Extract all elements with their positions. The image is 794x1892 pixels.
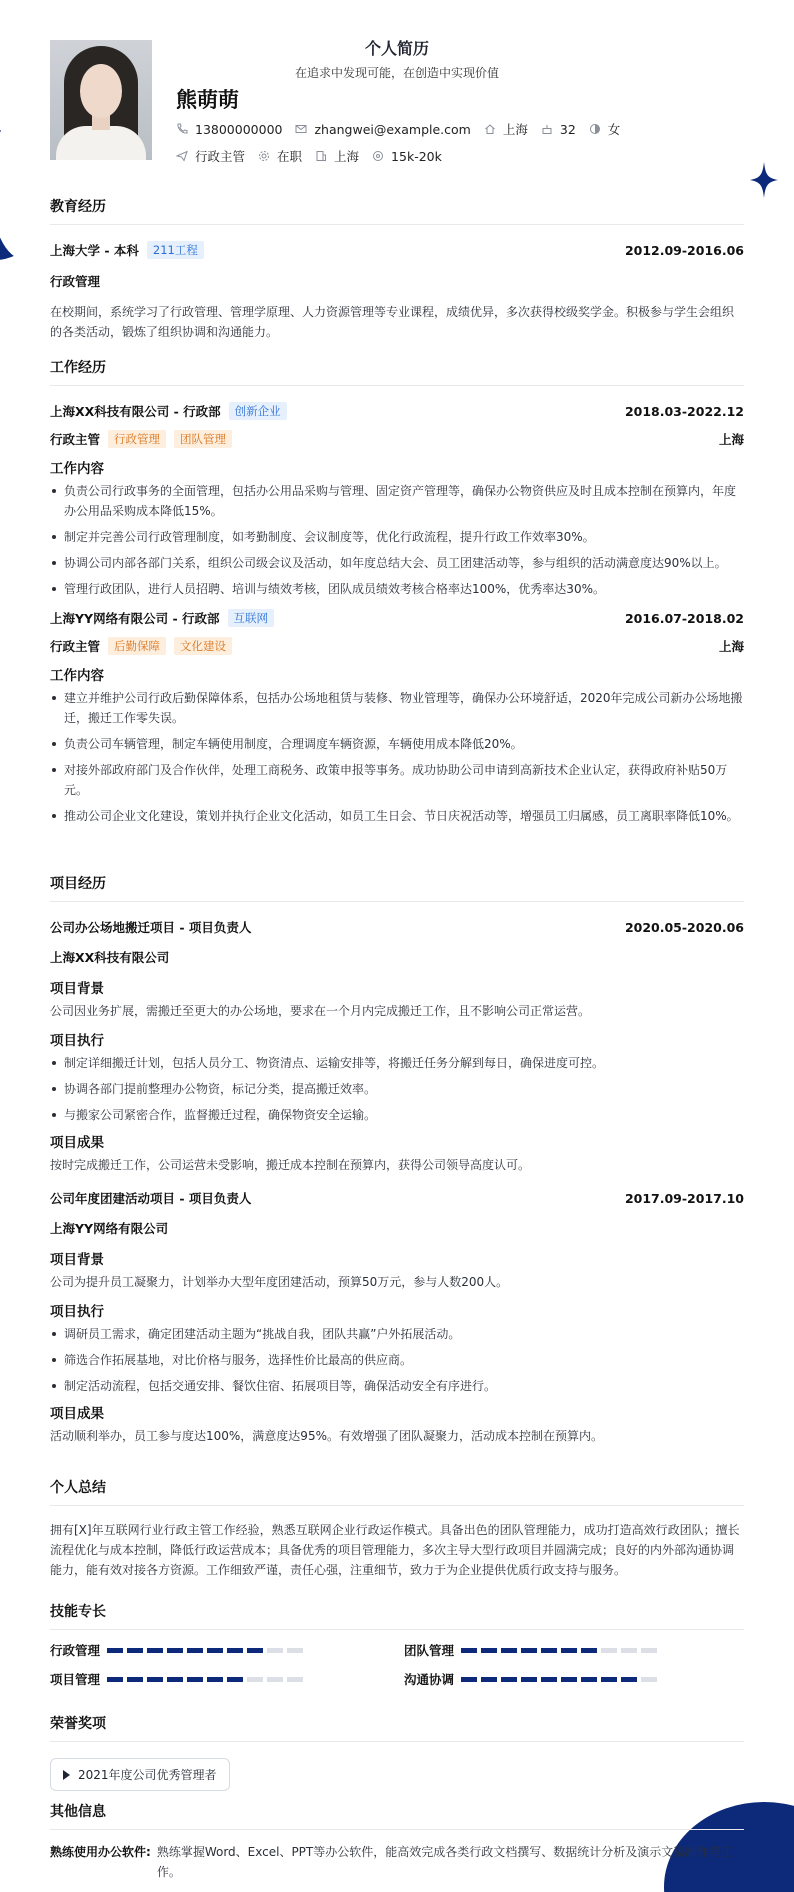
skill-segment-filled [481, 1677, 497, 1682]
projects-section [50, 873, 744, 1446]
background-title: 项目背景 [50, 981, 104, 997]
execution-title: 项目执行 [50, 1304, 104, 1320]
section-title: 技能专长 [50, 1601, 744, 1630]
skill-segment-empty [641, 1648, 657, 1653]
send-icon [176, 150, 188, 162]
work-city: 上海 [718, 432, 744, 447]
list-item: 建立并维护公司行政后勤保障体系，包括办公场地租赁与装修、物业管理等，确保办公环境舒适，2020年完成公司新办公场地搬迁，搬迁工作零失误。 [50, 688, 744, 728]
skill-segment-filled [127, 1677, 143, 1682]
background-title: 项目背景 [50, 1252, 104, 1268]
skill-segment-filled [207, 1677, 223, 1682]
summary-section [50, 1477, 744, 1580]
skill-segment-filled [501, 1648, 517, 1653]
awards-section [50, 1713, 744, 1791]
list-item: 制定详细搬迁计划，包括人员分工、物资清点、运输安排等，将搬迁任务分解到每日，确保进度可控。 [50, 1053, 744, 1073]
list-item: 负责公司行政事务的全面管理，包括办公用品采购与管理、固定资产管理等，确保办公物资供应及时且成本控制在预算内，年度办公用品采购成本降低15%。 [50, 481, 744, 521]
mail-icon [295, 123, 307, 135]
skill-segment-filled [167, 1677, 183, 1682]
education-description: 在校期间，系统学习了行政管理、管理学原理、人力资源管理等专业课程，成绩优异，多次获得校级奖学金。积极参与学生会组织的各类活动，锻炼了组织协调和沟通能力。 [50, 305, 735, 339]
skill-name: 沟通协调 [404, 1672, 455, 1687]
result-text: 按时完成搬迁工作，公司运营未受影响，搬迁成本控制在预算内，获得公司领导高度认可。 [50, 1158, 531, 1172]
work-section [50, 357, 744, 832]
background-text: 公司为提升员工凝聚力，计划举办大型年度团建活动，预算50万元，参与人数200人。 [50, 1275, 509, 1289]
skill-segment-filled [107, 1677, 123, 1682]
skill-segment-empty [267, 1677, 283, 1682]
content-title: 工作内容 [50, 461, 104, 477]
skill-item [50, 1670, 307, 1688]
content-title: 工作内容 [50, 668, 104, 684]
skill-segment-filled [147, 1648, 163, 1653]
skill-name: 项目管理 [50, 1672, 101, 1687]
project-company: 上海XX科技有限公司 [50, 950, 170, 965]
document-subtitle: 在追求中发现可能，在创造中实现价值 [294, 66, 499, 80]
company-tag: 创新企业 [229, 402, 287, 420]
skill-segment-empty [267, 1648, 283, 1653]
skill-tag: 后勤保障 [108, 637, 166, 655]
list-item: 对接外部政府部门及合作伙伴，处理工商税务、政策申报等事务。成功协助公司申请到高新技术企业认定，获得政府补贴50万元。 [50, 760, 744, 800]
skill-segment-filled [207, 1648, 223, 1653]
section-title: 项目经历 [50, 873, 744, 902]
play-triangle-icon [63, 1770, 70, 1780]
age-info [541, 122, 576, 137]
section-title: 个人总结 [50, 1477, 744, 1506]
building-icon [315, 150, 327, 162]
skill-segment-filled [601, 1677, 617, 1682]
company-name [50, 609, 274, 627]
skill-name: 团队管理 [404, 1643, 455, 1658]
other-label: 熟练使用办公软件: [50, 1845, 151, 1859]
skill-segment-empty [247, 1677, 263, 1682]
cake-icon [541, 123, 553, 135]
school-label: 上海大学 - 本科 [50, 243, 139, 258]
position-label: 行政主管 [50, 432, 101, 447]
award-label: 2021年度公司优秀管理者 [78, 1768, 217, 1782]
work-date: 2018.03-2022.12 [624, 403, 744, 419]
section-title: 教育经历 [50, 196, 744, 225]
skill-tag: 行政管理 [108, 430, 166, 448]
skill-segment-filled [481, 1648, 497, 1653]
skill-segment-filled [227, 1648, 243, 1653]
list-item: 负责公司车辆管理，制定车辆使用制度，合理调度车辆资源，车辆使用成本降低20%。 [50, 734, 744, 754]
skill-segment-filled [561, 1677, 577, 1682]
work-date: 2016.07-2018.02 [624, 610, 744, 626]
skill-segment-filled [541, 1648, 557, 1653]
gender-value: 女 [607, 122, 621, 137]
skill-segment-filled [581, 1677, 597, 1682]
project-name: 公司办公场地搬迁项目 - 项目负责人 [50, 920, 252, 935]
summary-text: 拥有[X]年互联网行业行政主管工作经验，熟悉互联网企业行政运作模式。具备出色的团队管理能力，成功打造高效行政团队；擅长流程优化与成本控制，降低行政运营成本；具备优秀的项目管理能力，多次主导大型行政项目并圆满完成；良好的内外部沟通协调能力，能有效对接各方资源。工作细致严谨，责任心强，注重细节，致力于为企业提供优质行政支持与服务。 [50, 1523, 740, 1577]
project-date: 2017.09-2017.10 [624, 1190, 744, 1206]
skill-segment-filled [227, 1677, 243, 1682]
work-item [50, 402, 744, 599]
education-section [50, 196, 744, 342]
list-item: 制定并完善公司行政管理制度，如考勤制度、会议制度等，优化行政流程，提升行政工作效率30%。 [50, 527, 744, 547]
contact-row [176, 120, 633, 138]
school-tag: 211工程 [147, 241, 204, 259]
execution-title: 项目执行 [50, 1033, 104, 1049]
document-title: 个人简历 [364, 39, 429, 58]
skill-item [404, 1670, 661, 1688]
result-title: 项目成果 [50, 1135, 104, 1151]
expected-salary: 15k-20k [391, 148, 442, 164]
execution-list [50, 1324, 744, 1396]
project-company: 上海YY网络有限公司 [50, 1221, 169, 1236]
company-tag: 互联网 [228, 609, 275, 627]
list-item: 推动公司企业文化建设，策划并执行企业文化活动，如员工生日会、节日庆祝活动等，增强员工归属感，员工离职率降低10%。 [50, 806, 744, 826]
skill-segment-filled [521, 1648, 537, 1653]
project-item [50, 1189, 744, 1446]
other-row [50, 1842, 744, 1882]
skill-segment-filled [501, 1677, 517, 1682]
skill-segment-empty [287, 1648, 303, 1653]
project-date: 2020.05-2020.06 [624, 919, 744, 935]
salary-info [372, 149, 442, 164]
hometown-info [484, 120, 528, 138]
company-label: 上海XX科技有限公司 - 行政部 [50, 404, 221, 419]
home-icon [484, 123, 496, 135]
skill-level-bar [461, 1677, 661, 1682]
education-date: 2012.09-2016.06 [624, 242, 744, 258]
other-text: 熟练掌握Word、Excel、PPT等办公软件，能高效完成各类行政文档撰写、数据统计分析及演示文稿制作等工作。 [156, 1845, 734, 1879]
skill-segment-empty [287, 1677, 303, 1682]
coin-icon [372, 150, 384, 162]
skill-item [404, 1641, 661, 1659]
skill-item [50, 1641, 307, 1659]
project-name: 公司年度团建活动项目 - 项目负责人 [50, 1191, 252, 1206]
position-label: 行政主管 [50, 639, 101, 654]
job-status: 在职 [277, 149, 303, 164]
skill-name: 行政管理 [50, 1643, 101, 1658]
skill-segment-empty [621, 1648, 637, 1653]
duty-list [50, 688, 744, 826]
skill-segment-filled [541, 1677, 557, 1682]
project-item [50, 918, 744, 1175]
work-city: 上海 [718, 639, 744, 654]
other-section [50, 1801, 744, 1882]
skill-segment-filled [461, 1648, 477, 1653]
list-item: 协调公司内部各部门关系，组织公司级会议及活动，如年度总结大会、员工团建活动等，参与组织的活动满意度达90%以上。 [50, 553, 744, 573]
skill-level-bar [461, 1648, 661, 1653]
work-item [50, 609, 744, 826]
skill-segment-filled [561, 1648, 577, 1653]
skill-segment-filled [187, 1648, 203, 1653]
gender-info [589, 120, 621, 138]
major: 行政管理 [50, 274, 101, 289]
skill-segment-filled [127, 1648, 143, 1653]
skill-level-bar [107, 1648, 307, 1653]
skill-segment-filled [247, 1648, 263, 1653]
skill-segment-filled [521, 1677, 537, 1682]
result-title: 项目成果 [50, 1406, 104, 1422]
job-info [176, 147, 245, 165]
settings-icon [258, 150, 270, 162]
position [50, 430, 232, 448]
skill-level-bar [107, 1677, 307, 1682]
skill-segment-filled [621, 1677, 637, 1682]
candidate-name: 熊萌萌 [176, 88, 239, 112]
job-title: 行政主管 [195, 149, 246, 164]
list-item: 调研员工需求，确定团建活动主题为“挑战自我，团队共赢”户外拓展活动。 [50, 1324, 744, 1344]
execution-list [50, 1053, 744, 1125]
skill-segment-filled [107, 1648, 123, 1653]
phone-icon [176, 123, 188, 135]
hometown-value: 上海 [502, 122, 528, 137]
gender-icon [589, 123, 601, 135]
skill-tag: 文化建设 [174, 637, 232, 655]
list-item: 筛选合作拓展基地，对比价格与服务，选择性价比最高的供应商。 [50, 1350, 744, 1370]
email-info [295, 122, 470, 137]
phone-info [176, 122, 282, 137]
skill-tag: 团队管理 [174, 430, 232, 448]
skill-segment-empty [641, 1677, 657, 1682]
email-address: zhangwei@example.com [314, 121, 471, 137]
company-name [50, 402, 287, 420]
result-text: 活动顺利举办，员工参与度达100%，满意度达95%。有效增强了团队凝聚力，活动成本控制在预算内。 [50, 1429, 603, 1443]
sparkle-star-icon [750, 162, 778, 198]
list-item: 管理行政团队，进行人员招聘、培训与绩效考核，团队成员绩效考核合格率达100%，优秀率达30%。 [50, 579, 744, 599]
skill-segment-filled [461, 1677, 477, 1682]
position [50, 637, 232, 655]
section-title: 其他信息 [50, 1801, 744, 1830]
status-info [258, 147, 302, 165]
city-info [315, 147, 359, 165]
list-item: 制定活动流程，包括交通安排、餐饮住宿、拓展项目等，确保活动安全有序进行。 [50, 1376, 744, 1396]
resume-header [50, 0, 744, 178]
company-label: 上海YY网络有限公司 - 行政部 [50, 611, 220, 626]
skill-segment-empty [601, 1648, 617, 1653]
list-item: 协调各部门提前整理办公物资，标记分类，提高搬迁效率。 [50, 1079, 744, 1099]
job-row [176, 147, 455, 165]
list-item: 与搬家公司紧密合作，监督搬迁过程，确保物资安全运输。 [50, 1105, 744, 1125]
section-title: 工作经历 [50, 357, 744, 386]
skill-segment-filled [187, 1677, 203, 1682]
phone-number: 13800000000 [195, 121, 283, 137]
work-city: 上海 [334, 149, 360, 164]
skill-segment-filled [581, 1648, 597, 1653]
section-title: 荣誉奖项 [50, 1713, 744, 1742]
background-text: 公司因业务扩展，需搬迁至更大的办公场地，要求在一个月内完成搬迁工作，且不影响公司正常运营。 [50, 1004, 591, 1018]
skill-segment-filled [167, 1648, 183, 1653]
school-name [50, 241, 204, 259]
award-item[interactable] [50, 1758, 230, 1791]
skill-segment-filled [147, 1677, 163, 1682]
skills-section [50, 1601, 744, 1687]
duty-list [50, 481, 744, 599]
age-value: 32 [559, 121, 576, 137]
